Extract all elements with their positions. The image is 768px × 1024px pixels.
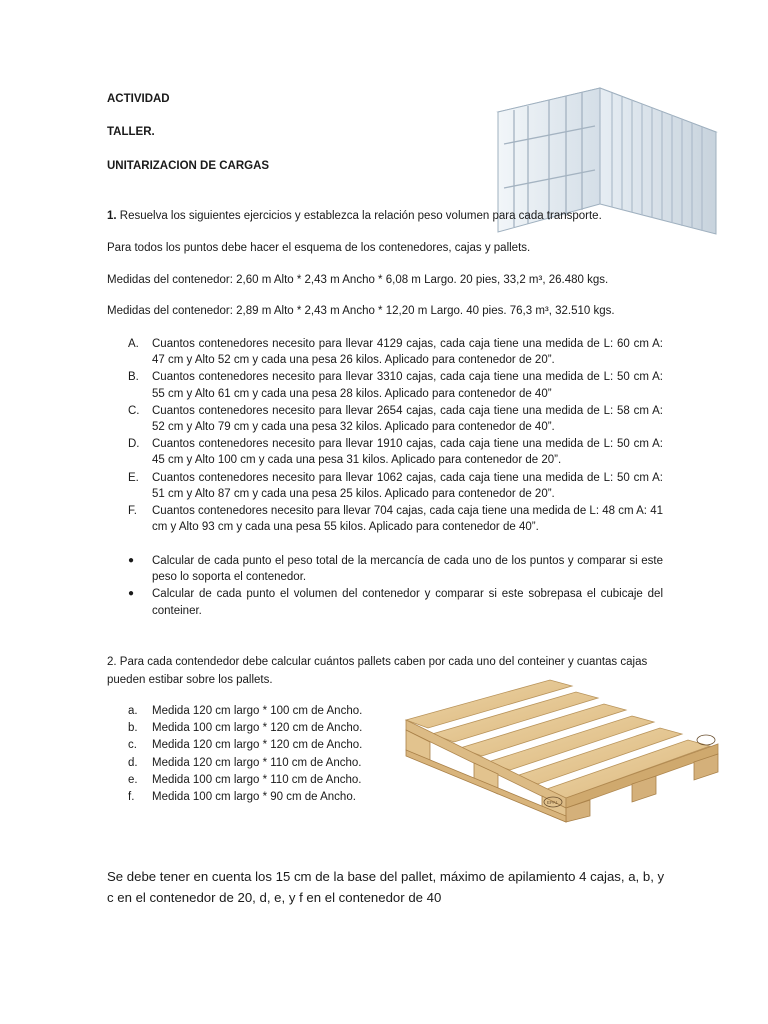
pallet-size-item — [128, 789, 388, 805]
requirements-list — [128, 553, 663, 620]
exercise-list — [128, 336, 663, 536]
exercise-text: Cuantos contenedores necesito para llevar 2654 cajas, cada caja tiene una medida de L: 58 cm A: 52 cm y Alto 79 cm y cada una pesa 32 kilos. Aplicado para contenedor de 40”. — [152, 404, 663, 434]
exercise-item — [128, 470, 663, 502]
epal-stamp: EPAL — [547, 800, 559, 805]
exercise-text: Cuantos contenedores necesito para llevar 704 cajas, cada caja tiene una medida de L: 48 cm A: 41 cm y Alto 93 cm y cada una pesa 55 kilos. Aplicado para contenedor de 40”. — [152, 505, 663, 534]
pallet-size-marker: f. — [128, 791, 135, 804]
section1-number: 1. — [107, 210, 117, 222]
exercise-item — [128, 403, 663, 435]
pallet-size-text: Medida 120 cm largo * 100 cm de Ancho. — [152, 705, 363, 717]
container-20-specs: Medidas del contenedor: 2,60 m Alto * 2,43 m Ancho * 6,08 m Largo. 20 pies, 33,2 m³, 26.480 kgs. — [107, 274, 609, 286]
exercise-text: Cuantos contenedores necesito para llevar 1062 cajas, cada caja tiene una medida de L: 50 cm A: 51 cm y Alto 87 cm y cada una pesa 25 kilos. Aplicado para contenedor de 20”. — [152, 471, 663, 500]
requirement-item — [128, 553, 663, 585]
requirement-item — [128, 586, 663, 618]
exercise-marker: D. — [128, 438, 140, 451]
pallet-size-text: Medida 100 cm largo * 90 cm de Ancho. — [152, 791, 356, 804]
exercise-text: Cuantos contenedores necesito para llevar 3310 cajas, cada caja tiene una medida de L: 50 cm A: 55 cm y Alto 61 cm y cada una pesa 28 kilos. Aplicado para contenedor de 40” — [152, 371, 663, 400]
pallet-size-text: Medida 100 cm largo * 110 cm de Ancho. — [152, 773, 362, 786]
pallet-size-marker: b. — [128, 722, 138, 735]
final-note: Se debe tener en cuenta los 15 cm de la base del pallet, máximo de apilamiento 4 cajas, a, b, y c en el contenedor de 20, d, e, y f en el contenedor de 40 — [107, 869, 665, 905]
section1-intro-text: Resuelva los siguientes ejercicios y establezca la relación peso volumen para cada transporte. — [116, 210, 602, 222]
pallet-size-marker: c. — [128, 739, 137, 752]
section1-note: Para todos los puntos debe hacer el esquema de los contenedores, cajas y pallets. — [107, 242, 531, 254]
exercise-item — [128, 369, 663, 401]
pallet-size-marker: d. — [128, 756, 138, 769]
section2-intro: 2. Para cada contendedor debe calcular cuántos pallets caben por cada uno del conteiner y cuantas cajas pueden estibar sobre los pallets. — [107, 656, 648, 686]
requirement-text: Calcular de cada punto el peso total de la mercancía de cada uno de los puntos y comparar si este peso lo soporta el contenedor. — [152, 555, 663, 584]
requirement-marker: ● — [128, 588, 135, 600]
pallet-size-item — [128, 772, 388, 788]
exercise-marker: F. — [128, 505, 137, 518]
document-topic: UNITARIZACION DE CARGAS — [107, 160, 270, 172]
document-title: ACTIVIDAD — [107, 93, 170, 105]
exercise-marker: B. — [128, 371, 139, 384]
exercise-item — [128, 503, 663, 535]
section1-intro — [107, 210, 602, 222]
pallet-size-text: Medida 100 cm largo * 120 cm de Ancho. — [152, 722, 363, 735]
pallet-size-marker: a. — [128, 705, 138, 717]
wooden-pallet-image — [400, 666, 730, 824]
pallet-size-text: Medida 120 cm largo * 110 cm de Ancho. — [152, 756, 362, 769]
pallet-size-item — [128, 737, 388, 753]
document-subtitle: TALLER. — [107, 126, 155, 138]
exercise-marker: E. — [128, 471, 139, 484]
requirement-text: Calcular de cada punto el volumen del contenedor y comparar si este sobrepasa el cubicaje del conteiner. — [152, 588, 663, 617]
pallet-size-marker: e. — [128, 773, 138, 786]
container-40-specs: Medidas del contenedor: 2,89 m Alto * 2,43 m Ancho * 12,20 m Largo. 40 pies. 76,3 m³, 32.510 kgs. — [107, 305, 615, 317]
exercise-marker: A. — [128, 338, 139, 350]
requirement-marker: ● — [128, 555, 135, 566]
pallet-size-item — [128, 720, 388, 736]
exercise-text: Cuantos contenedores necesito para llevar 4129 cajas, cada caja tiene una medida de L: 60 cm A: 47 cm y Alto 52 cm y cada una pesa 26 kilos. Aplicado para contenedor de 20”. — [152, 338, 663, 367]
exercise-item — [128, 336, 663, 368]
exercise-item — [128, 436, 663, 468]
exercise-marker: C. — [128, 404, 140, 417]
pallet-size-item — [128, 755, 388, 771]
pallet-size-item — [128, 703, 388, 719]
pallet-size-text: Medida 120 cm largo * 120 cm de Ancho. — [152, 739, 363, 752]
exercise-text: Cuantos contenedores necesito para llevar 1910 cajas, cada caja tiene una medida de L: 50 cm A: 45 cm y Alto 100 cm y cada una pesa 31 kilos. Aplicado para contenedor de 20”. — [152, 438, 663, 467]
pallet-list — [128, 703, 388, 806]
